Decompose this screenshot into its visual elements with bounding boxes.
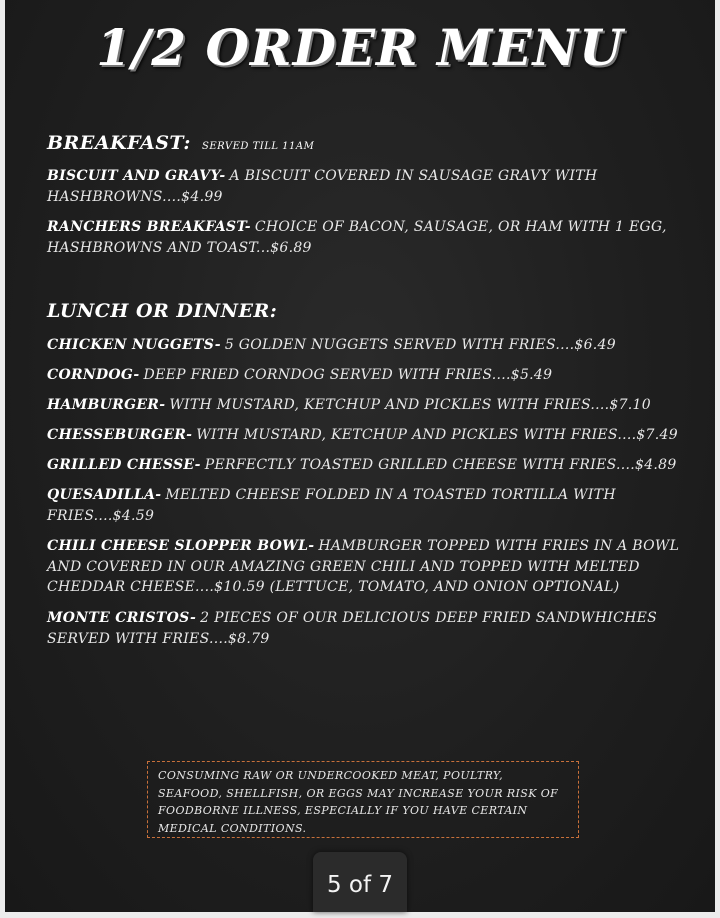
item-name: RANCHERS BREAKFAST (47, 219, 245, 235)
item-description: HAMBURGER TOPPED WITH FRIES IN A BOWL AND COVERED IN OUR AMAZING GREEN CHILI AND TOPPED WITH MELTED CHEDDAR CHEESE....$10.59 (LETTUCE, TOMATO, AND ONION OPTIONAL) (47, 538, 680, 595)
menu-item-biscuit-and-gravy: BISCUIT AND GRAVY- A BISCUIT COVERED IN SAUSAGE GRAVY WITH HASHBROWNS....$4.99 (47, 168, 598, 205)
lunch-heading-label: LUNCH OR DINNER: (47, 300, 278, 322)
menu-item-ranchers-breakfast: RANCHERS BREAKFAST- CHOICE OF BACON, SAUSAGE, OR HAM WITH 1 EGG, HASHBROWNS AND TOAST...$6.89 (47, 219, 667, 256)
menu-item-chicken-nuggets: CHICKEN NUGGETS- 5 GOLDEN NUGGETS SERVED WITH FRIES....$6.49 (47, 337, 616, 353)
item-name: CHICKEN NUGGETS (47, 337, 215, 353)
menu-item-hamburger: HAMBURGER- WITH MUSTARD, KETCHUP AND PICKLES WITH FRIES....$7.10 (47, 397, 651, 413)
item-description: 2 PIECES OF OUR DELICIOUS DEEP FRIED SANDWHICHES SERVED WITH FRIES....$8.79 (47, 610, 658, 647)
breakfast-heading-label: BREAKFAST: (47, 132, 191, 154)
menu-item-grilled-chesse: GRILLED CHESSE- PERFECTLY TOASTED GRILLED CHEESE WITH FRIES....$4.89 (47, 457, 677, 473)
item-description: PERFECTLY TOASTED GRILLED CHEESE WITH FRIES....$4.89 (204, 457, 677, 473)
item-name: CHILI CHEESE SLOPPER BOWL (47, 538, 309, 554)
lunch-heading (47, 300, 277, 322)
menu-page (5, 0, 715, 912)
menu-item-monte-cristos: MONTE CRISTOS- 2 PIECES OF OUR DELICIOUS DEEP FRIED SANDWHICHES SERVED WITH FRIES....$8.79 (47, 610, 658, 647)
item-description: 5 GOLDEN NUGGETS SERVED WITH FRIES....$6.49 (224, 337, 616, 353)
breakfast-note: SERVED TILL 11AM (202, 141, 315, 152)
item-name: GRILLED CHESSE (47, 457, 195, 473)
page-indicator: 5 of 7 (313, 852, 407, 912)
item-description: MELTED CHEESE FOLDED IN A TOASTED TORTILLA WITH FRIES....$4.59 (47, 487, 616, 524)
item-name: QUESADILLA (47, 487, 156, 503)
item-description: WITH MUSTARD, KETCHUP AND PICKLES WITH FRIES....$7.10 (169, 397, 651, 413)
menu-item-quesadilla: QUESADILLA- MELTED CHEESE FOLDED IN A TOASTED TORTILLA WITH FRIES....$4.59 (47, 487, 616, 524)
item-name: HAMBURGER (47, 397, 160, 413)
menu-item-corndog: CORNDOG- DEEP FRIED CORNDOG SERVED WITH FRIES....$5.49 (47, 367, 553, 383)
breakfast-heading (47, 132, 314, 154)
menu-item-chesseburger: CHESSEBURGER- WITH MUSTARD, KETCHUP AND PICKLES WITH FRIES....$7.49 (47, 427, 678, 443)
item-name: BISCUIT AND GRAVY (47, 168, 220, 184)
food-safety-disclaimer: CONSUMING RAW OR UNDERCOOKED MEAT, POULTRY, SEAFOOD, SHELLFISH, OR EGGS MAY INCREASE YOUR RISK OF FOODBORNE ILLNESS, ESPECIALLY IF YOU HAVE CERTAIN MEDICAL CONDITIONS. (147, 761, 579, 838)
menu-item-chili-cheese-slopper-bowl: CHILI CHEESE SLOPPER BOWL- HAMBURGER TOPPED WITH FRIES IN A BOWL AND COVERED IN OUR AMAZING GREEN CHILI AND TOPPED WITH MELTED CHEDDAR CHEESE....$10.59 (LETTUCE, TOMATO, AND ONION OPTIONAL) (47, 538, 680, 595)
item-name: CHESSEBURGER (47, 427, 187, 443)
item-description: WITH MUSTARD, KETCHUP AND PICKLES WITH FRIES....$7.49 (196, 427, 678, 443)
item-description: A BISCUIT COVERED IN SAUSAGE GRAVY WITH HASHBROWNS....$4.99 (47, 168, 598, 205)
item-name: CORNDOG (47, 367, 134, 383)
item-name: MONTE CRISTOS (47, 610, 191, 626)
item-description: DEEP FRIED CORNDOG SERVED WITH FRIES....$5.49 (143, 367, 553, 383)
menu-title: 1/2 ORDER MENU (96, 18, 624, 77)
item-description: CHOICE OF BACON, SAUSAGE, OR HAM WITH 1 EGG, HASHBROWNS AND TOAST...$6.89 (47, 219, 667, 256)
